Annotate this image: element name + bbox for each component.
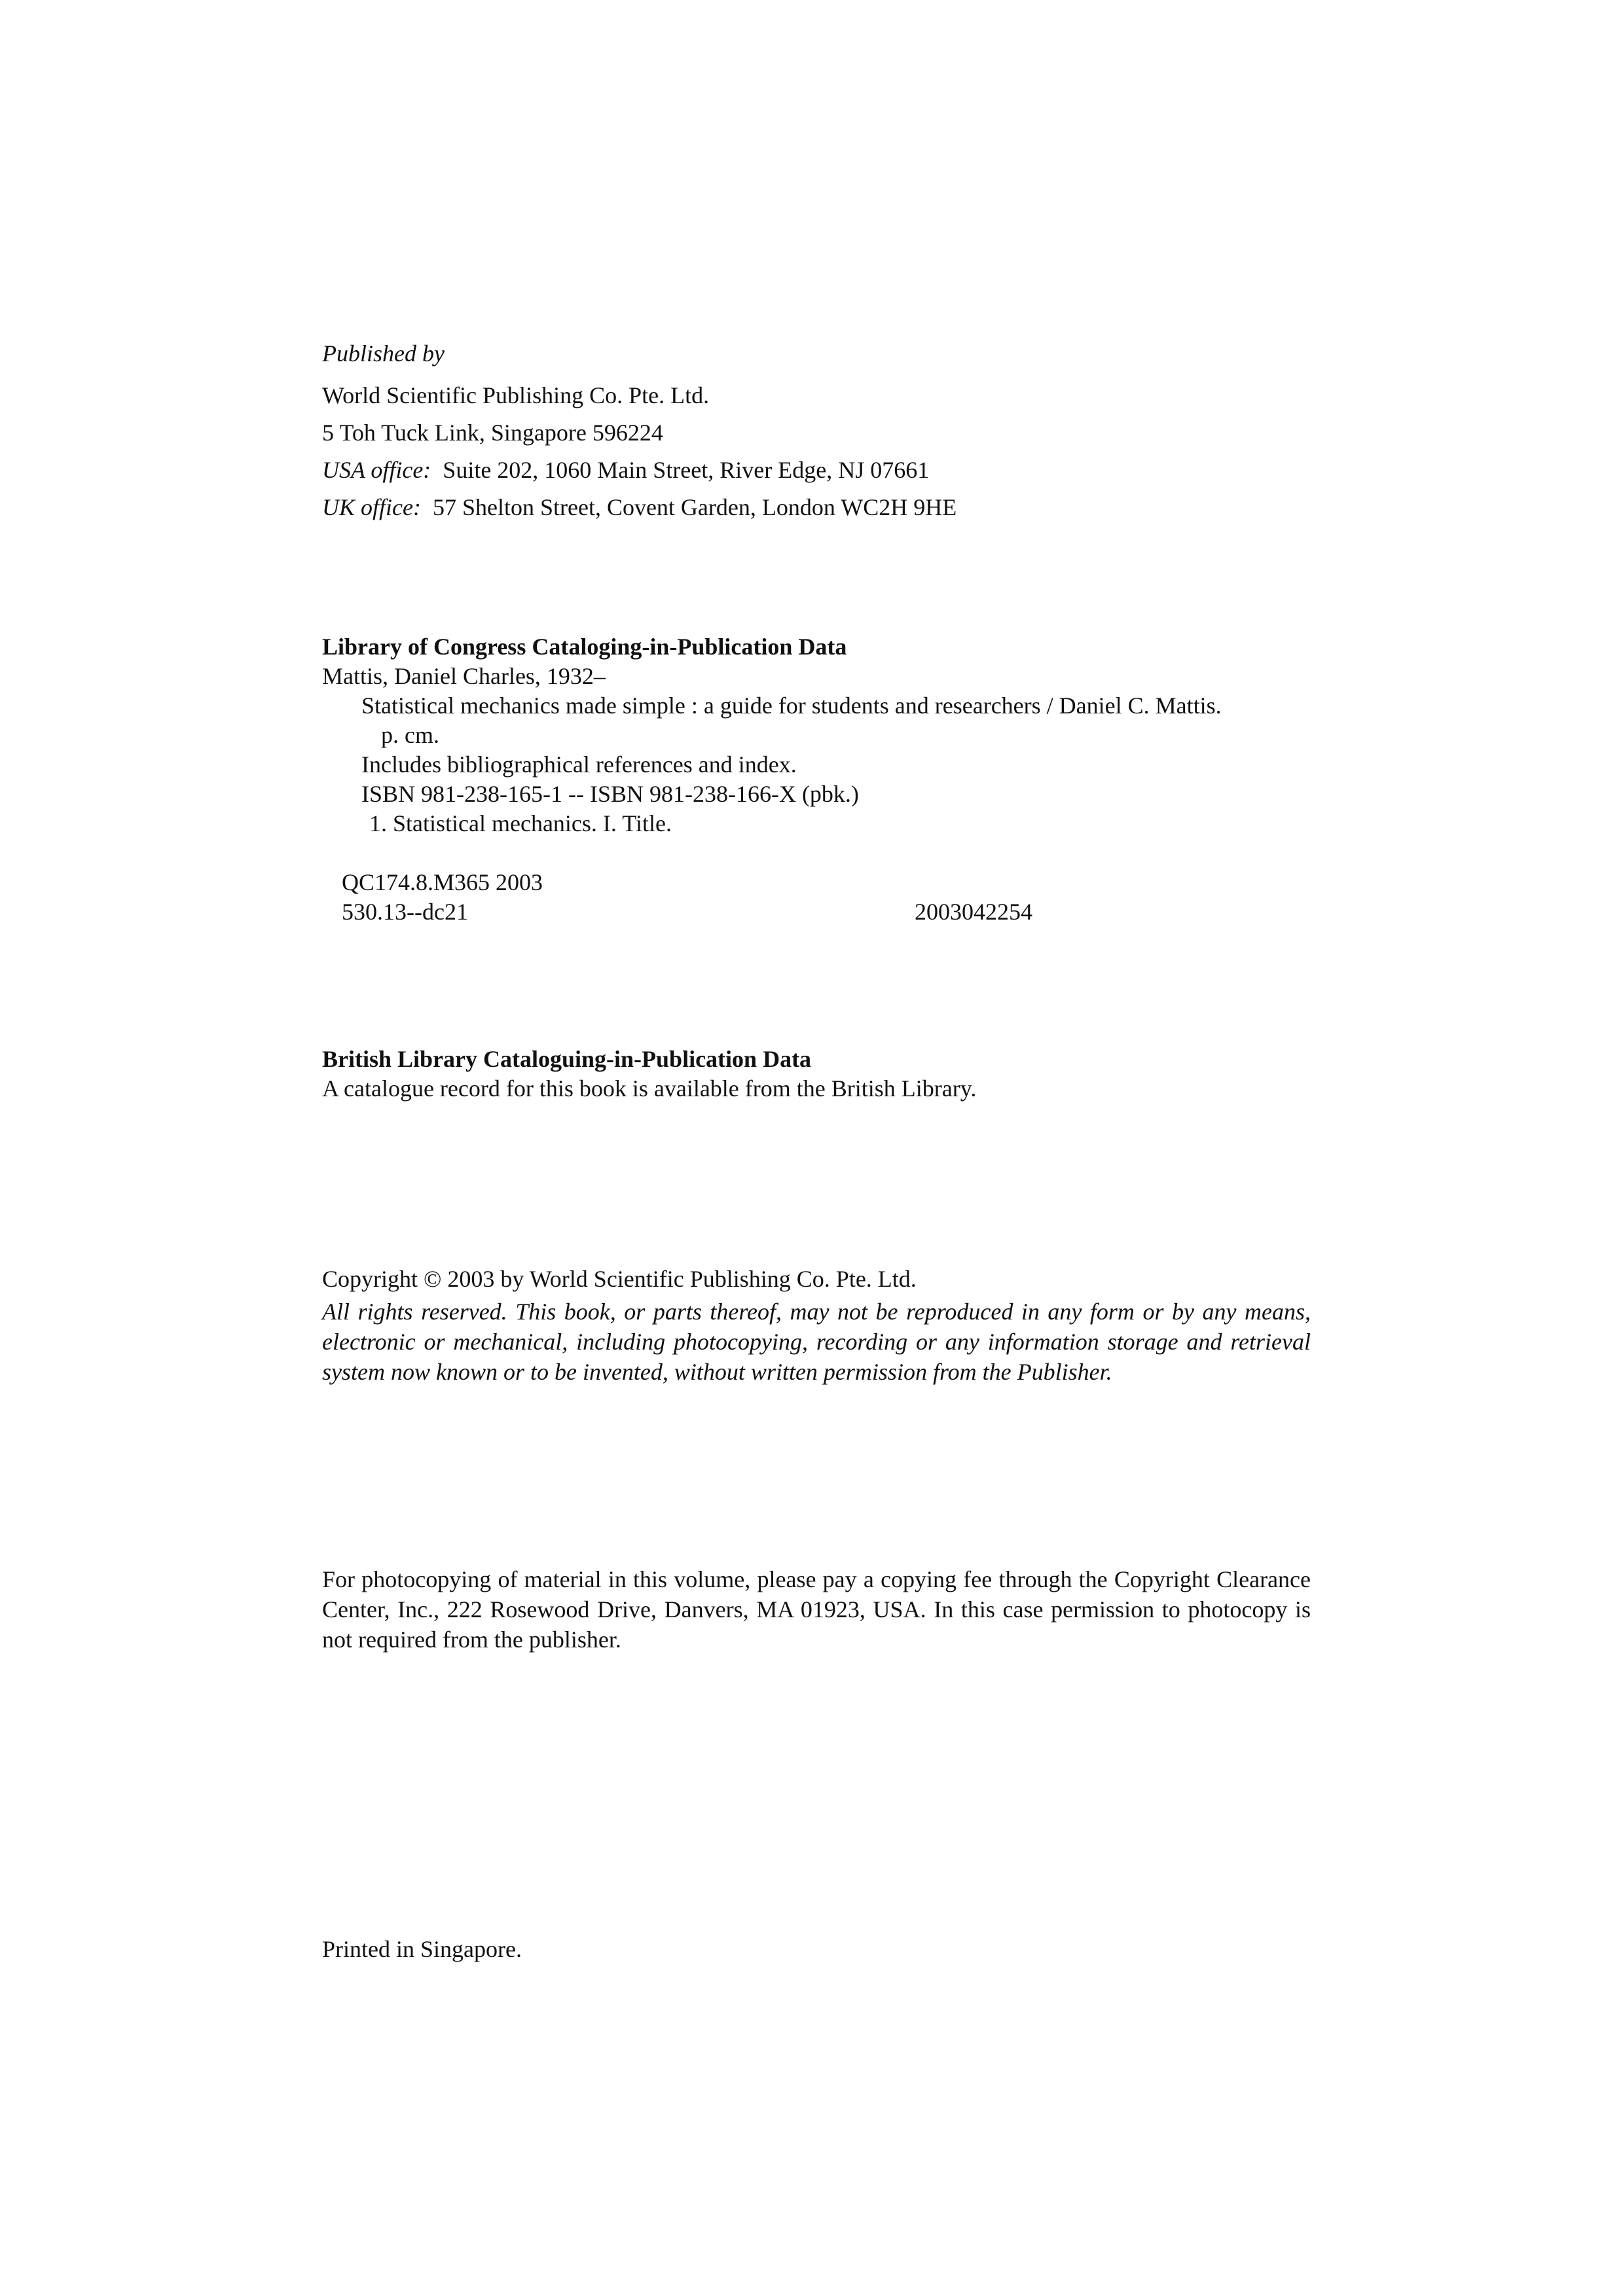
uk-office-address: 57 Shelton Street, Covent Garden, London WC2H 9HE	[432, 494, 957, 520]
printed-block	[322, 1935, 1311, 1964]
loc-includes: Includes bibliographical references and index.	[361, 751, 797, 778]
usa-office-label: USA office:	[322, 457, 431, 483]
loc-lccn: 2003042254	[915, 899, 1032, 925]
british-library-text: A catalogue record for this book is available from the British Library.	[322, 1075, 977, 1102]
loc-dewey: 530.13--dc21	[342, 899, 468, 925]
copyright-block	[322, 1265, 1311, 1387]
loc-cip-block	[322, 632, 1311, 927]
usa-office-address: Suite 202, 1060 Main Street, River Edge, NJ 07661	[443, 457, 930, 483]
publisher-block	[322, 334, 1311, 526]
loc-title-line: Statistical mechanics made simple : a guide for students and researchers / Daniel C. Mattis.	[361, 692, 1222, 719]
rights-reserved-text: All rights reserved. This book, or parts thereof, may not be reproduced in any form or by any means, electronic or mechanical, including photocopying, recording or any information storage and retrieval system now known or to be invented, without written permission from the Publisher.	[322, 1299, 1311, 1385]
loc-classification-row	[322, 897, 1311, 927]
loc-subjects: 1. Statistical mechanics. I. Title.	[369, 810, 672, 836]
uk-office-line	[322, 489, 1311, 526]
uk-office-label: UK office:	[322, 494, 421, 520]
loc-call-number: QC174.8.M365 2003	[342, 869, 543, 895]
photocopy-block	[322, 1564, 1311, 1655]
printed-in-text: Printed in Singapore.	[322, 1936, 522, 1962]
publisher-name: World Scientific Publishing Co. Pte. Ltd.	[322, 382, 710, 408]
loc-author: Mattis, Daniel Charles, 1932–	[322, 663, 606, 689]
british-library-block	[322, 1045, 1311, 1103]
british-library-heading: British Library Cataloguing-in-Publication Data	[322, 1046, 812, 1072]
photocopy-text: For photocopying of material in this volume, please pay a copying fee through the Copyright Clearance Center, Inc., 222 Rosewood Drive, Danvers, MA 01923, USA. In this case permission to photocopy is not required from the publisher.	[322, 1566, 1311, 1653]
loc-heading: Library of Congress Cataloging-in-Publication Data	[322, 634, 847, 660]
copyright-notice: Copyright © 2003 by World Scientific Publishing Co. Pte. Ltd.	[322, 1266, 917, 1292]
usa-office-line	[322, 452, 1311, 489]
loc-isbn: ISBN 981-238-165-1 -- ISBN 981-238-166-X (pbk.)	[361, 781, 859, 807]
published-by-heading: Published by	[322, 340, 445, 367]
loc-pages: p. cm.	[381, 722, 439, 748]
publisher-address: 5 Toh Tuck Link, Singapore 596224	[322, 420, 663, 446]
